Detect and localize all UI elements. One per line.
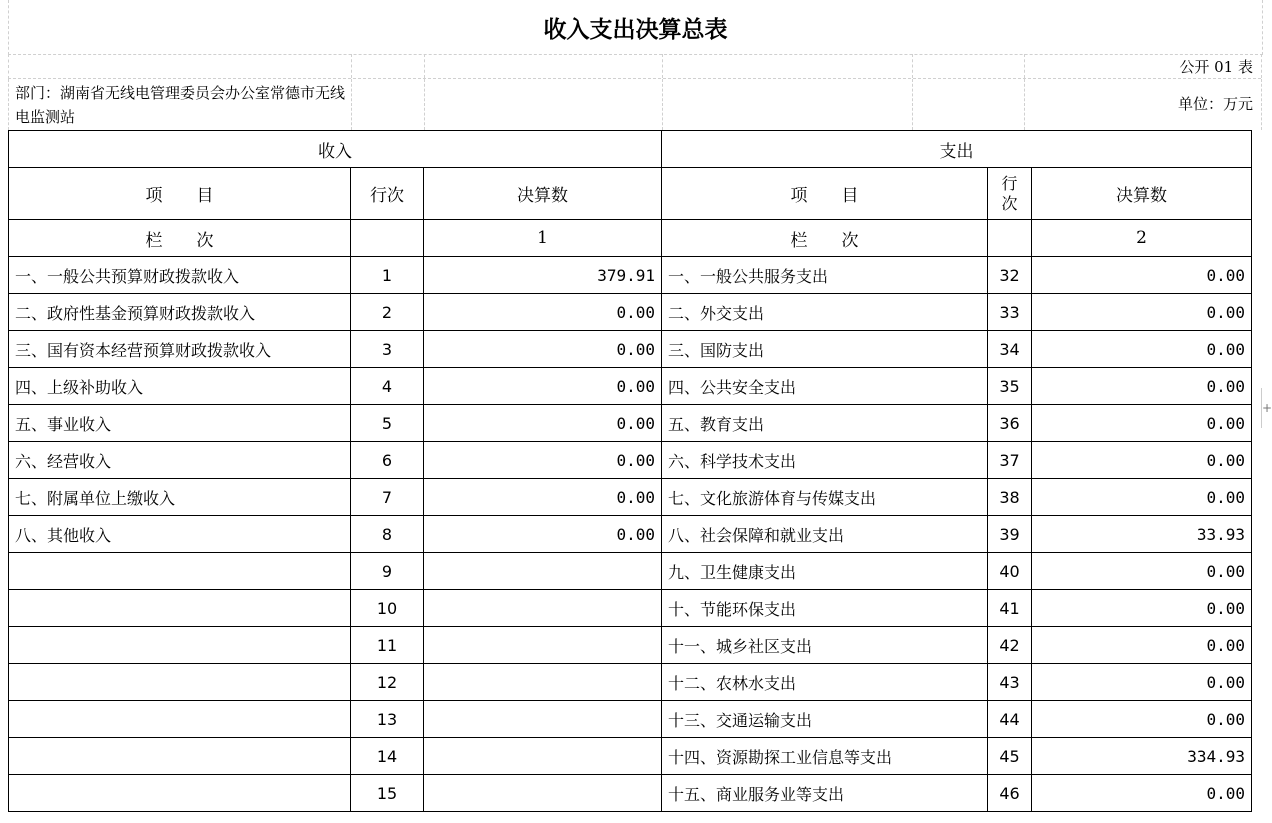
income-item-cell[interactable]: 七、附属单位上缴收入 — [9, 479, 351, 516]
expense-column-index: 2 — [1032, 220, 1252, 257]
income-amount-cell[interactable]: 379.91 — [424, 257, 662, 294]
expense-amount-cell[interactable]: 0.00 — [1032, 627, 1252, 664]
add-sheet-icon[interactable]: + — [1261, 388, 1272, 428]
income-row-no-cell[interactable]: 1 — [351, 257, 424, 294]
table-row — [9, 257, 1252, 294]
expense-row-no-cell[interactable]: 37 — [988, 442, 1032, 479]
income-item-cell[interactable] — [9, 590, 351, 627]
expense-amount-cell[interactable]: 0.00 — [1032, 590, 1252, 627]
form-number: 公开 01 表 — [1179, 58, 1253, 76]
expense-item-cell[interactable]: 十三、交通运输支出 — [662, 701, 988, 738]
income-amount-cell[interactable]: 0.00 — [424, 516, 662, 553]
expense-row-no-cell[interactable]: 46 — [988, 775, 1032, 812]
table-row — [9, 294, 1252, 331]
expense-row-no-cell[interactable]: 35 — [988, 368, 1032, 405]
income-amount-cell[interactable]: 0.00 — [424, 479, 662, 516]
income-row-no-header: 行次 — [351, 168, 424, 220]
expense-amount-cell[interactable]: 33.93 — [1032, 516, 1252, 553]
expense-amount-cell[interactable]: 0.00 — [1032, 294, 1252, 331]
expense-row-no-cell[interactable]: 41 — [988, 590, 1032, 627]
income-row-no-cell[interactable]: 2 — [351, 294, 424, 331]
expense-row-no-cell[interactable]: 33 — [988, 294, 1032, 331]
income-amount-cell[interactable]: 0.00 — [424, 294, 662, 331]
income-item-cell[interactable] — [9, 553, 351, 590]
form-number-row — [8, 54, 1261, 79]
expense-row-no-cell[interactable]: 43 — [988, 664, 1032, 701]
income-row-no-cell[interactable]: 8 — [351, 516, 424, 553]
income-item-cell[interactable]: 四、上级补助收入 — [9, 368, 351, 405]
income-amount-cell[interactable]: 0.00 — [424, 405, 662, 442]
table-row — [9, 516, 1252, 553]
income-item-cell[interactable]: 一、一般公共预算财政拨款收入 — [9, 257, 351, 294]
column-index-row — [9, 220, 1252, 257]
expense-column-label: 栏 次 — [662, 220, 988, 257]
table-row — [9, 775, 1252, 812]
income-item-cell[interactable]: 三、国有资本经营预算财政拨款收入 — [9, 331, 351, 368]
income-item-cell[interactable] — [9, 664, 351, 701]
table-row — [9, 479, 1252, 516]
expense-amount-cell[interactable]: 0.00 — [1032, 479, 1252, 516]
table-row — [9, 442, 1252, 479]
table-row — [9, 738, 1252, 775]
expense-item-cell[interactable]: 十五、商业服务业等支出 — [662, 775, 988, 812]
expense-item-cell[interactable]: 三、国防支出 — [662, 331, 988, 368]
expense-row-no-cell[interactable]: 34 — [988, 331, 1032, 368]
income-amount-cell[interactable]: 0.00 — [424, 442, 662, 479]
expense-row-no-header: 行 次 — [1001, 173, 1018, 213]
table-row — [9, 405, 1252, 442]
section-header-row — [9, 131, 1252, 168]
income-row-no-cell[interactable]: 7 — [351, 479, 424, 516]
expense-item-cell[interactable]: 七、文化旅游体育与传媒支出 — [662, 479, 988, 516]
department-label: 部门：湖南省无线电管理委员会办公室常德市无线电监测站 — [15, 84, 346, 126]
table-row — [9, 627, 1252, 664]
table-row — [9, 331, 1252, 368]
expense-row-no-cell[interactable]: 44 — [988, 701, 1032, 738]
income-row-no-cell[interactable]: 4 — [351, 368, 424, 405]
table-row — [9, 553, 1252, 590]
expense-row-no-cell[interactable]: 32 — [988, 257, 1032, 294]
expense-item-cell[interactable]: 十、节能环保支出 — [662, 590, 988, 627]
expense-item-cell[interactable]: 二、外交支出 — [662, 294, 988, 331]
income-amount-cell[interactable] — [424, 738, 662, 775]
expense-item-cell[interactable]: 十二、农林水支出 — [662, 664, 988, 701]
income-amount-cell[interactable] — [424, 590, 662, 627]
expense-item-header: 项 目 — [662, 168, 988, 220]
expense-amount-cell[interactable]: 0.00 — [1032, 442, 1252, 479]
income-item-cell[interactable] — [9, 627, 351, 664]
income-item-cell[interactable] — [9, 775, 351, 812]
expense-item-cell[interactable]: 十四、资源勘探工业信息等支出 — [662, 738, 988, 775]
unit-label: 单位：万元 — [1177, 95, 1253, 113]
expense-item-cell[interactable]: 五、教育支出 — [662, 405, 988, 442]
income-row-no-cell[interactable]: 6 — [351, 442, 424, 479]
income-row-no-cell[interactable]: 5 — [351, 405, 424, 442]
table-row — [9, 368, 1252, 405]
income-expense-table — [8, 130, 1252, 812]
income-amount-cell[interactable] — [424, 664, 662, 701]
income-row-no-cell[interactable]: 3 — [351, 331, 424, 368]
expense-amount-cell[interactable]: 0.00 — [1032, 553, 1252, 590]
income-header: 收入 — [9, 131, 662, 168]
income-item-cell[interactable]: 二、政府性基金预算财政拨款收入 — [9, 294, 351, 331]
income-row-no-cell[interactable]: 11 — [351, 627, 424, 664]
income-amount-cell[interactable] — [424, 775, 662, 812]
expense-amount-cell[interactable]: 0.00 — [1032, 664, 1252, 701]
income-row-no-cell[interactable]: 13 — [351, 701, 424, 738]
expense-amount-cell[interactable]: 0.00 — [1032, 775, 1252, 812]
expense-header: 支出 — [662, 131, 1252, 168]
income-row-no-cell[interactable]: 10 — [351, 590, 424, 627]
income-column-label: 栏 次 — [9, 220, 351, 257]
income-amount-cell[interactable] — [424, 553, 662, 590]
expense-item-cell[interactable]: 九、卫生健康支出 — [662, 553, 988, 590]
column-header-row — [9, 168, 1252, 220]
table-row — [9, 590, 1252, 627]
income-item-cell[interactable] — [9, 738, 351, 775]
expense-item-cell[interactable]: 一、一般公共服务支出 — [662, 257, 988, 294]
income-row-no-cell[interactable]: 15 — [351, 775, 424, 812]
income-column-index: 1 — [424, 220, 662, 257]
expense-row-no-cell[interactable]: 38 — [988, 479, 1032, 516]
income-item-cell[interactable]: 六、经营收入 — [9, 442, 351, 479]
expense-item-cell[interactable]: 八、社会保障和就业支出 — [662, 516, 988, 553]
table-row — [9, 664, 1252, 701]
expense-amount-cell[interactable]: 0.00 — [1032, 257, 1252, 294]
expense-row-no-cell[interactable]: 40 — [988, 553, 1032, 590]
income-amount-cell[interactable] — [424, 627, 662, 664]
page-title: 收入支出决算总表 — [8, 0, 1263, 55]
income-amount-cell[interactable] — [424, 701, 662, 738]
expense-row-no-cell[interactable]: 39 — [988, 516, 1032, 553]
expense-row-no-cell[interactable]: 45 — [988, 738, 1032, 775]
income-amount-cell[interactable]: 0.00 — [424, 368, 662, 405]
expense-amount-header: 决算数 — [1032, 168, 1252, 220]
income-item-cell[interactable] — [9, 701, 351, 738]
table-row — [9, 701, 1252, 738]
expense-item-cell[interactable]: 四、公共安全支出 — [662, 368, 988, 405]
income-item-cell[interactable]: 八、其他收入 — [9, 516, 351, 553]
income-item-header: 项 目 — [9, 168, 351, 220]
expense-amount-cell[interactable]: 0.00 — [1032, 405, 1252, 442]
expense-row-no-cell[interactable]: 36 — [988, 405, 1032, 442]
expense-amount-cell[interactable]: 0.00 — [1032, 701, 1252, 738]
expense-amount-cell[interactable]: 0.00 — [1032, 331, 1252, 368]
income-amount-cell[interactable]: 0.00 — [424, 331, 662, 368]
income-item-cell[interactable]: 五、事业收入 — [9, 405, 351, 442]
income-row-no-cell[interactable]: 9 — [351, 553, 424, 590]
expense-item-cell[interactable]: 十一、城乡社区支出 — [662, 627, 988, 664]
expense-row-no-cell[interactable]: 42 — [988, 627, 1032, 664]
income-amount-header: 决算数 — [424, 168, 662, 220]
income-row-no-cell[interactable]: 14 — [351, 738, 424, 775]
expense-amount-cell[interactable]: 0.00 — [1032, 368, 1252, 405]
income-row-no-cell[interactable]: 12 — [351, 664, 424, 701]
expense-amount-cell[interactable]: 334.93 — [1032, 738, 1252, 775]
expense-item-cell[interactable]: 六、科学技术支出 — [662, 442, 988, 479]
department-row — [8, 79, 1261, 130]
